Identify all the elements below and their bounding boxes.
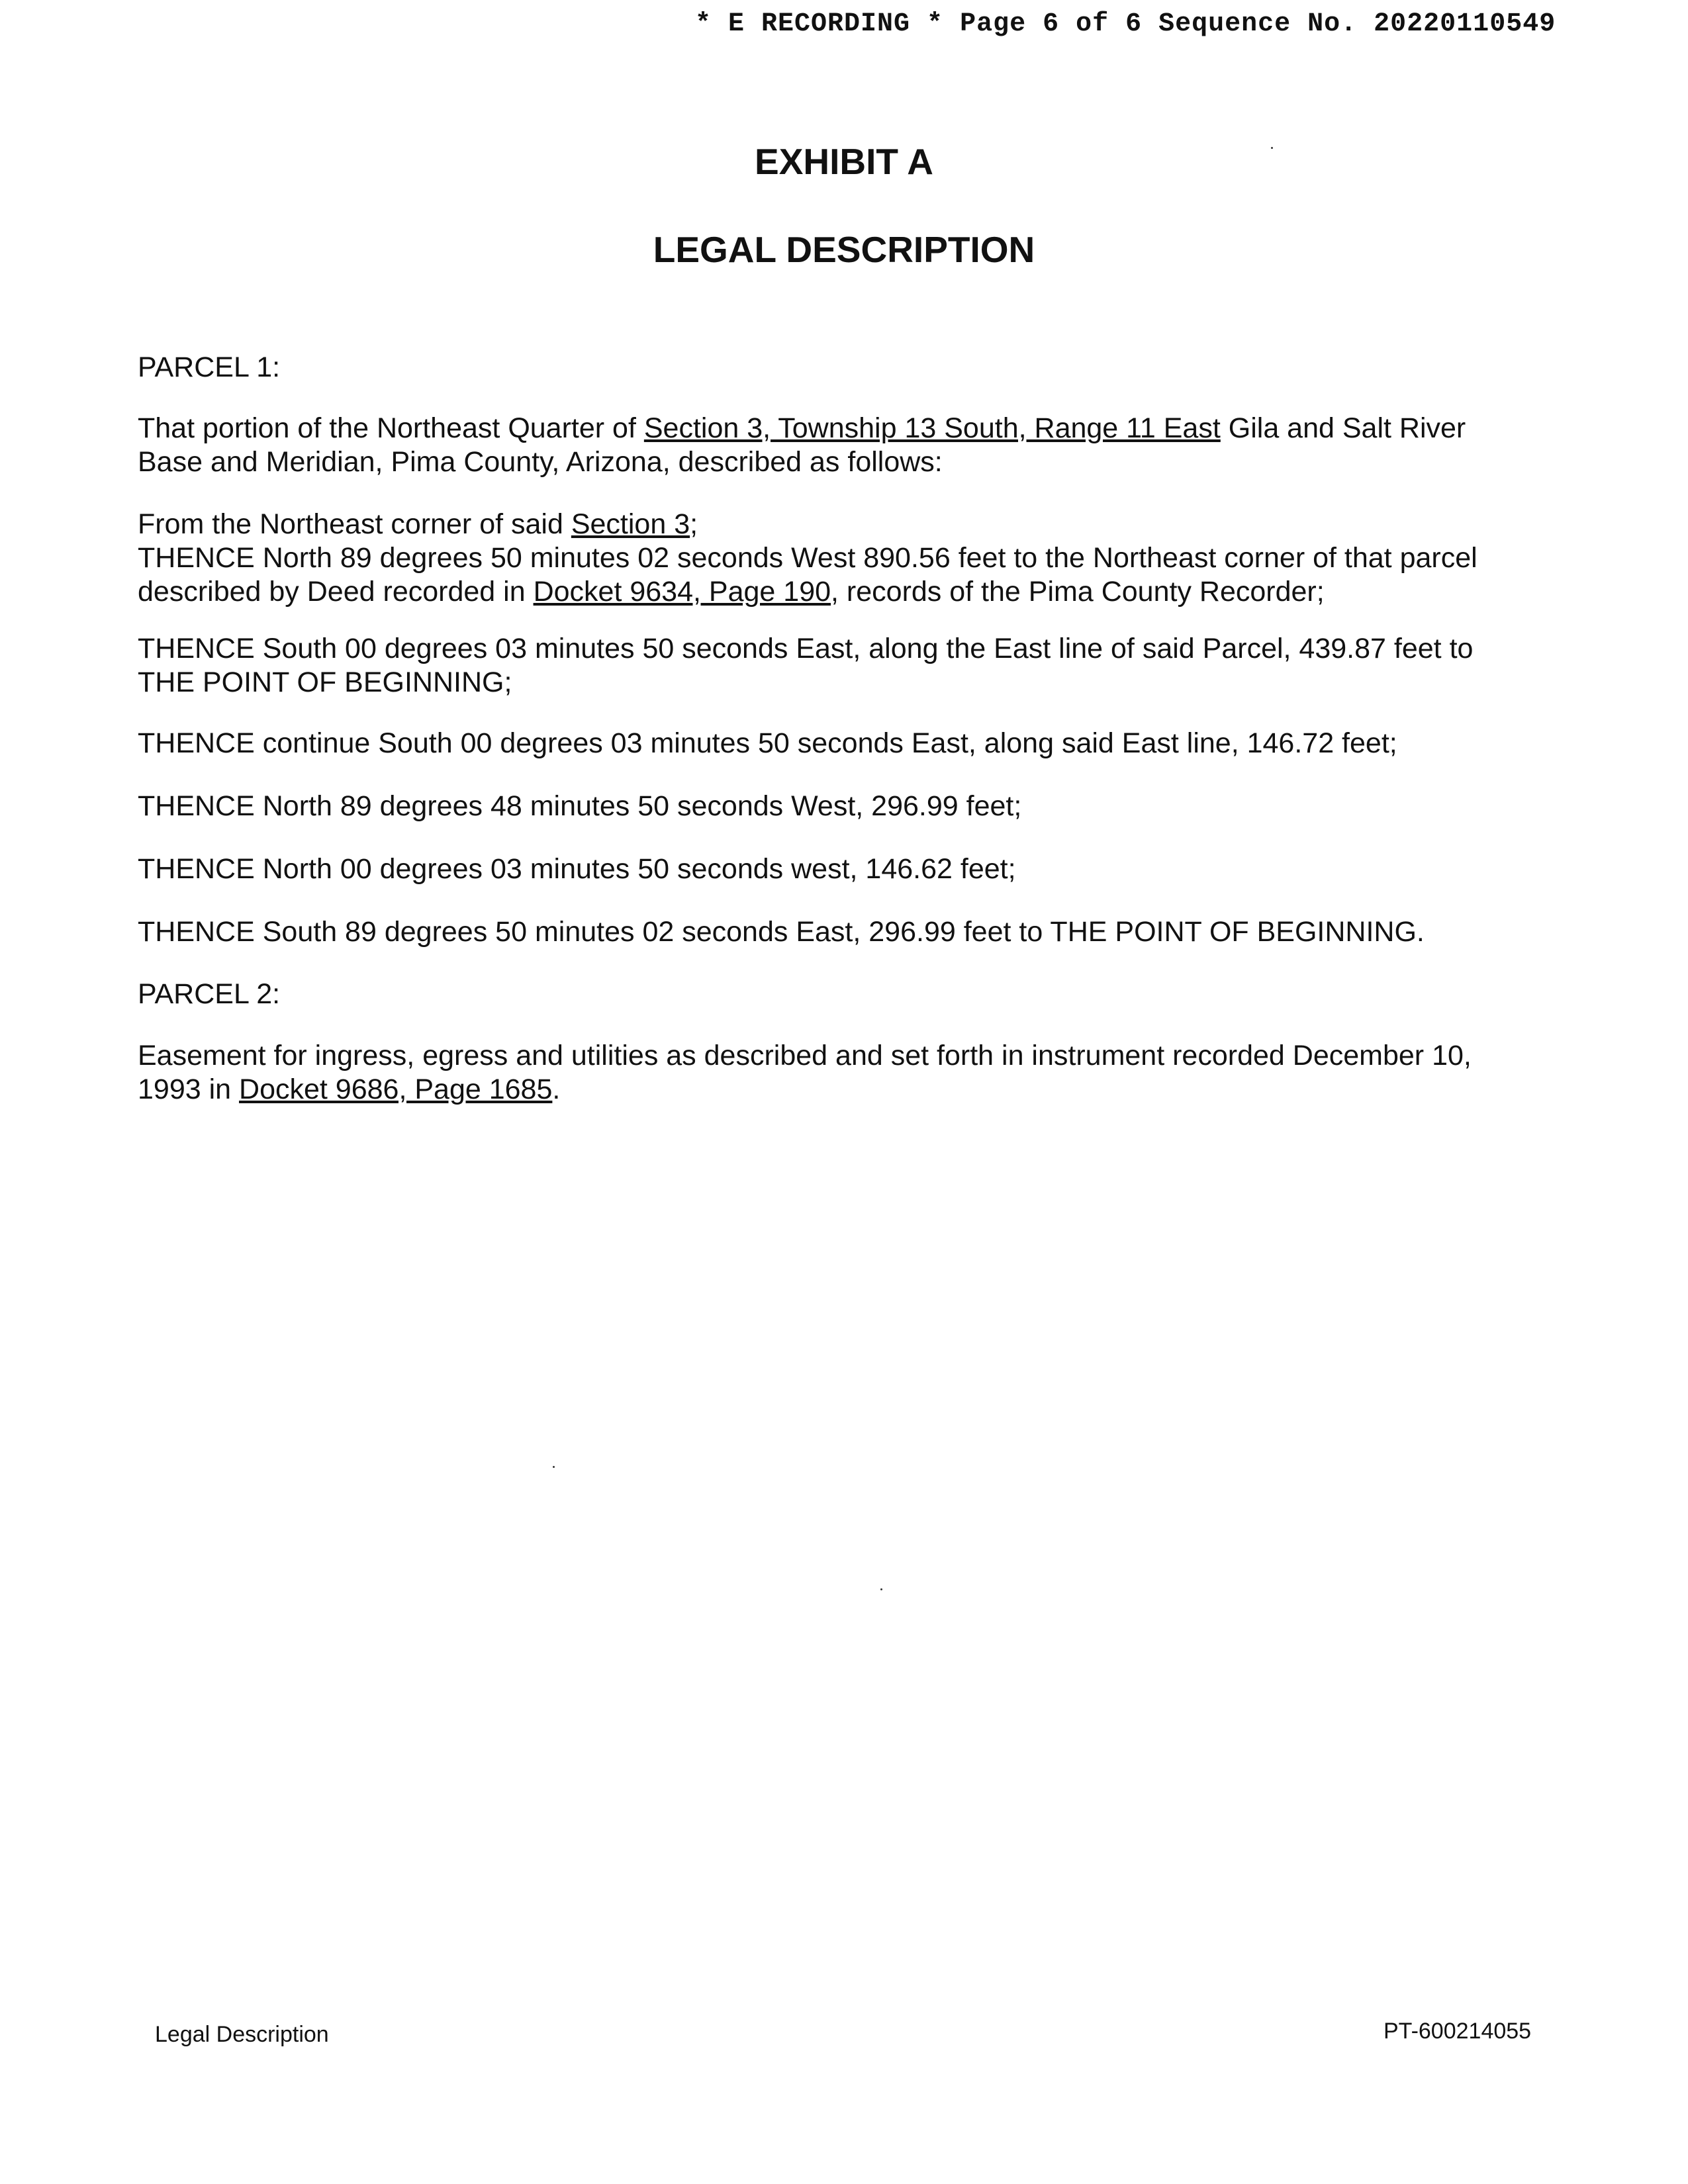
parcel-1-course-2: THENCE South 00 degrees 03 minutes 50 seconds East, along the East line of said Parcel, 439.87 feet to THE POINT OF BEGINNING; bbox=[138, 633, 1474, 698]
legal-description-title: LEGAL DESCRIPTION bbox=[653, 229, 1035, 270]
scan-speck bbox=[880, 1588, 882, 1590]
section-reference: Section 3, Township 13 South, Range 11 East bbox=[643, 412, 1221, 444]
section-3-reference: Section 3 bbox=[571, 508, 690, 540]
parcel-1-course-3: THENCE continue South 00 degrees 03 minutes 50 seconds East, along said East line, 146.72 feet; bbox=[138, 727, 1397, 759]
scan-speck bbox=[1271, 147, 1273, 149]
footer-reference-number: PT-600214055 bbox=[1383, 2019, 1532, 2044]
exhibit-title: EXHIBIT A bbox=[755, 141, 933, 182]
parcel-1-course-6: THENCE South 89 degrees 50 minutes 02 seconds East, 296.99 feet to THE POINT OF BEGINNING. bbox=[138, 916, 1425, 948]
docket-9634-reference: Docket 9634, Page 190 bbox=[533, 576, 831, 608]
parcel-1-course-4: THENCE North 89 degrees 48 minutes 50 seconds West, 296.99 feet; bbox=[138, 790, 1022, 822]
recording-header: * E RECORDING * Page 6 of 6 Sequence No. 20220110549 bbox=[695, 9, 1556, 39]
scan-speck bbox=[553, 1466, 555, 1468]
docket-9686-reference: Docket 9686, Page 1685 bbox=[239, 1073, 553, 1105]
parcel-1-heading: PARCEL 1: bbox=[138, 351, 281, 383]
parcel-2-easement: Easement for ingress, egress and utilities as described and set forth in instrument recorded December 10, 1993 in Docket 9686, Page 1685. bbox=[138, 1040, 1472, 1105]
parcel-1-course-5: THENCE North 00 degrees 03 minutes 50 seconds west, 146.62 feet; bbox=[138, 853, 1016, 885]
footer-document-label: Legal Description bbox=[155, 2022, 329, 2047]
parcel-1-start: From the Northeast corner of said Section 3; THENCE North 89 degrees 50 minutes 02 seconds West 890.56 feet to the Northeast corner of that parcel described by Deed recorded in Docket 9634, Page 190, records of the Pima County Recorder; bbox=[138, 508, 1477, 608]
parcel-1-intro: That portion of the Northeast Quarter of Section 3, Township 13 South, Range 11 East Gila and Salt River Base and Meridian, Pima County, Arizona, described as follows: bbox=[138, 412, 1466, 478]
parcel-2-heading: PARCEL 2: bbox=[138, 978, 281, 1010]
